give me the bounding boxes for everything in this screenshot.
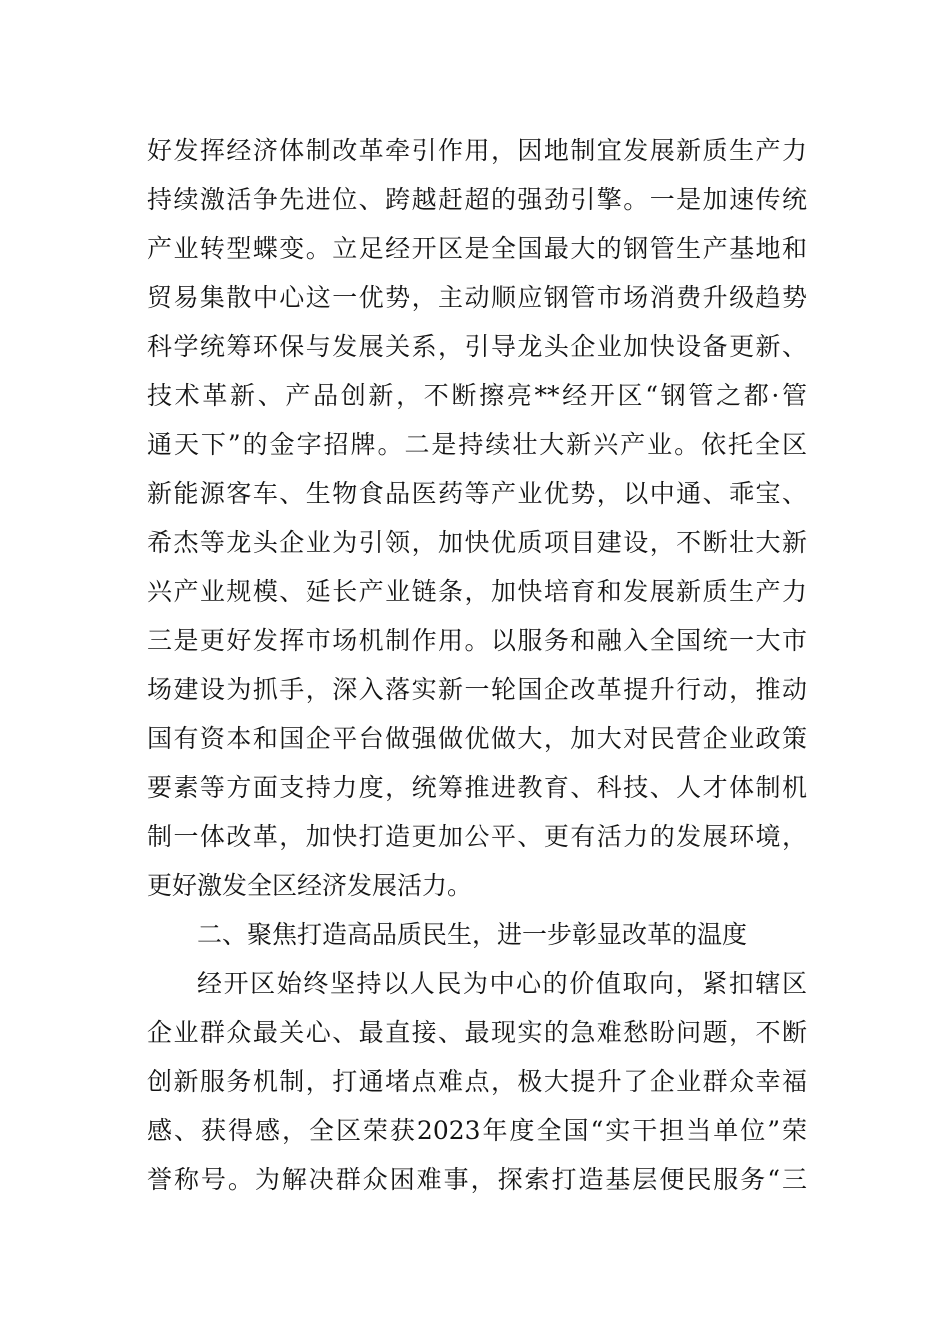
text-line: 新能源客车、生物食品医药等产业优势，以中通、乖宝、	[147, 479, 807, 508]
paragraph-people-livelihood	[147, 959, 807, 1204]
text-line: 科学统筹环保与发展关系，引导龙头企业加快设备更新、	[147, 332, 807, 361]
text-line: 持续激活争先进位、跨越赶超的强劲引擎。一是加速传统	[147, 185, 807, 214]
text-line: 要素等方面支持力度，统筹推进教育、科技、人才体制机	[147, 773, 807, 802]
text-line: 感、获得感，全区荣获2023年度全国“实干担当单位”荣	[147, 1116, 807, 1145]
text-line: 经开区始终坚持以人民为中心的价值取向，紧扣辖区	[197, 969, 807, 998]
text-line: 技术革新、产品创新，不断擦亮**经开区“钢管之都·管	[147, 381, 807, 410]
text-line: 国有资本和国企平台做强做优做大，加大对民营企业政策	[147, 724, 807, 753]
heading-line: 二、聚焦打造高品质民生，进一步彰显改革的温度	[197, 920, 748, 949]
text-line: 希杰等龙头企业为引领，加快优质项目建设，不断壮大新	[147, 528, 807, 557]
section-heading	[147, 910, 807, 959]
text-line: 兴产业规模、延长产业链条，加快培育和发展新质生产力	[147, 577, 807, 606]
text-line: 三是更好发挥市场机制作用。以服务和融入全国统一大市	[147, 626, 807, 655]
text-line: 誉称号。为解决群众困难事，探索打造基层便民服务“三	[147, 1165, 807, 1194]
text-line: 场建设为抓手，深入落实新一轮国企改革提升行动，推动	[147, 675, 807, 704]
paragraph-economic-reform	[147, 126, 807, 910]
text-line: 制一体改革，加快打造更加公平、更有活力的发展环境，	[147, 822, 807, 851]
text-line: 企业群众最关心、最直接、最现实的急难愁盼问题，不断	[147, 1018, 807, 1047]
text-line: 更好激发全区经济发展活力。	[147, 871, 473, 900]
text-line: 通天下”的金字招牌。二是持续壮大新兴产业。依托全区	[147, 430, 807, 459]
text-line: 贸易集散中心这一优势，主动顺应钢管市场消费升级趋势	[147, 283, 807, 312]
text-line: 创新服务机制，打通堵点难点，极大提升了企业群众幸福	[147, 1067, 807, 1096]
text-line: 产业转型蝶变。立足经开区是全国最大的钢管生产基地和	[147, 234, 807, 263]
document-body	[147, 126, 807, 1204]
text-line: 好发挥经济体制改革牵引作用，因地制宜发展新质生产力	[147, 136, 807, 165]
